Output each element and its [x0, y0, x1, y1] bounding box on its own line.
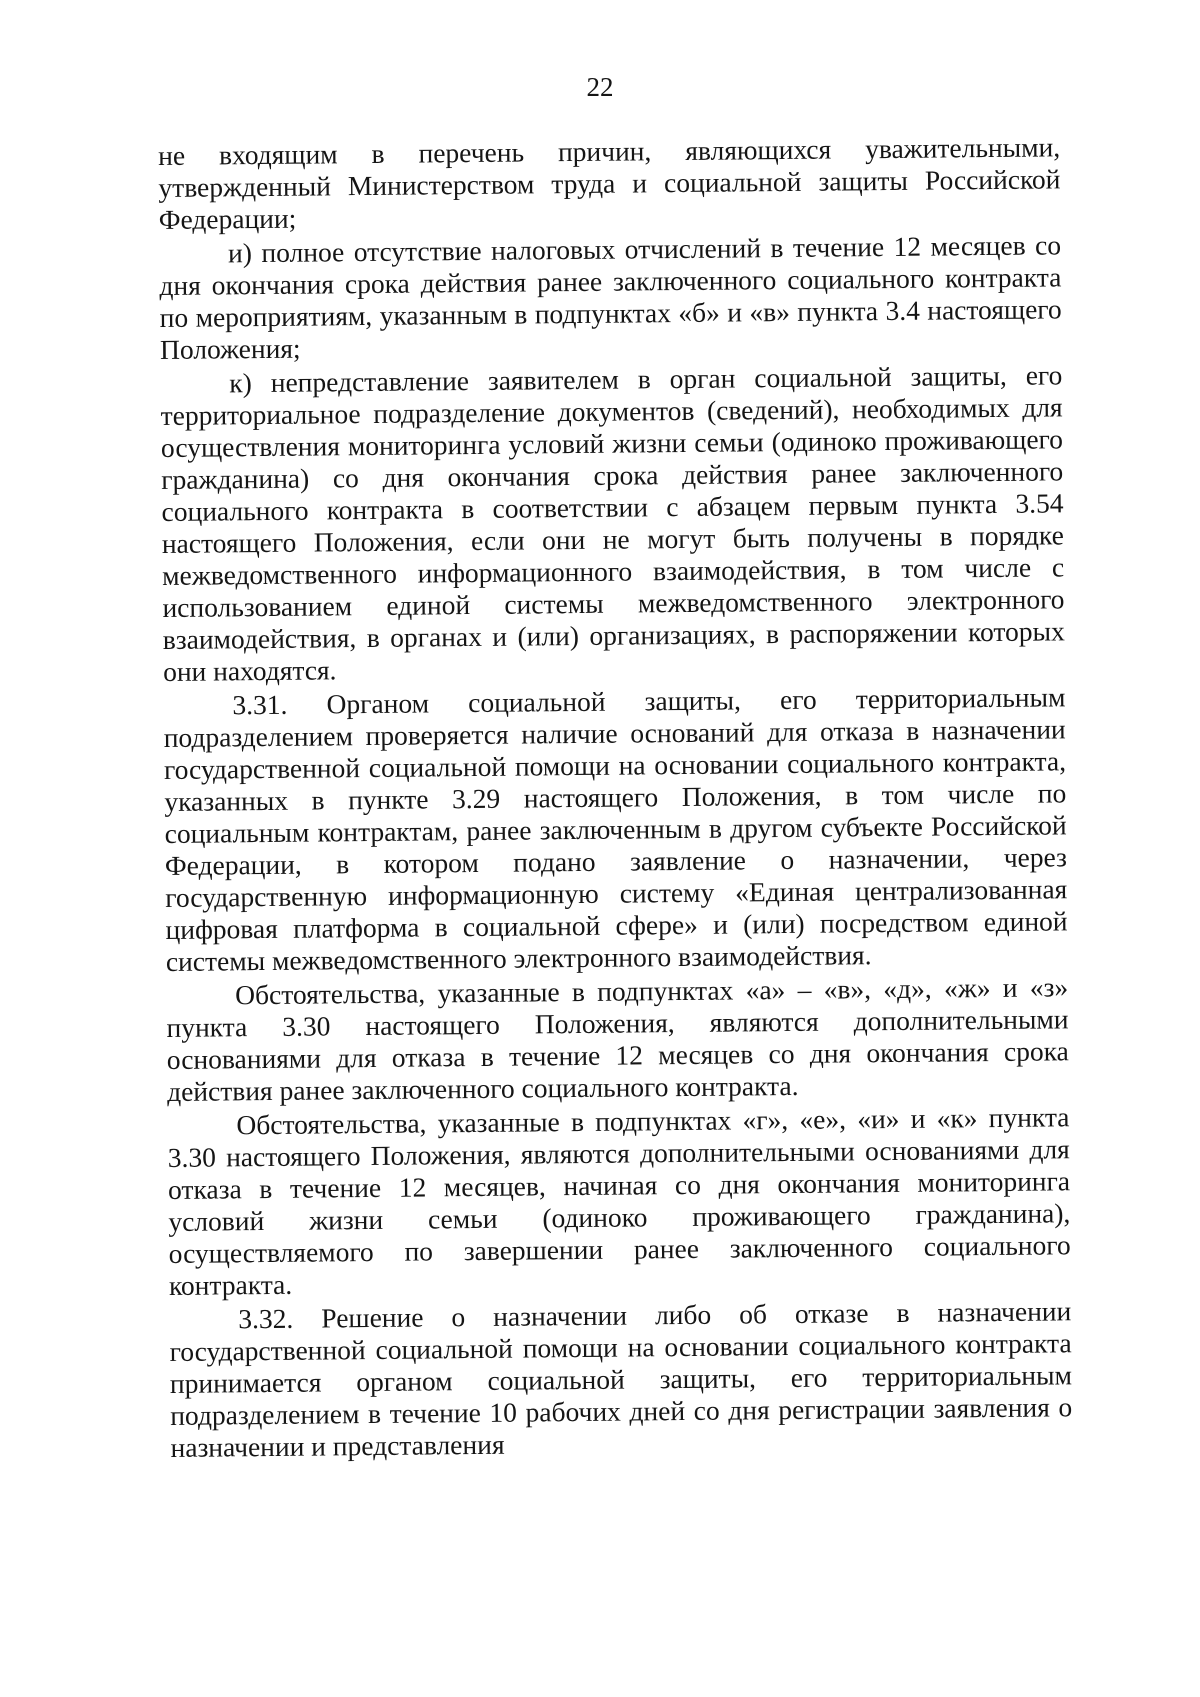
- paragraph-item-k: к) непредставление заявителем в орган социальной защиты, его территориальное подразделение документов (сведений), необходимых для осуществления мониторинга условий жизни семьи (одиноко проживающего гражданина) со дня окончания срока действия ранее заключенного социального контракта в соответствии с абзацем первым пункта 3.54 настоящего Положения, если они не могут быть получены в порядке межведомственного информационного взаимодействия, в том числе с использованием единой системы межведомственного электронного взаимодействия, в органах и (или) организациях, в распоряжении которых они находятся.: [160, 359, 1065, 687]
- paragraph-3-31: 3.31. Органом социальной защиты, его территориальным подразделением проверяется наличие оснований для отказа в назначении государственной социальной помощи на основании социального контракта, указанных в пункте 3.29 настоящего Положения, в том числе по социальным контрактам, ранее заключенным в другом субъекте Российской Федерации, в котором подано заявление о назначении, через государственную информационную систему «Единая централизованная цифровая платформа в социальной сфере» и (или) посредством единой системы межведомственного электронного взаимодействия.: [163, 681, 1068, 977]
- paragraph-circumstances-2: Обстоятельства, указанные в подпунктах «г», «е», «и» и «к» пункта 3.30 настоящего Положения, являются дополнительными основаниями для отказа в течение 12 месяцев, начиная со дня окончания мониторинга условий жизни семьи (одиноко проживающего гражданина), осуществляемого по завершении ранее заключенного социального контракта.: [167, 1101, 1071, 1301]
- paragraph-3-32: 3.32. Решение о назначении либо об отказе в назначении государственной социальной помощи на основании социального контракта принимается органом социальной защиты, его территориальным подразделением в течение 10 рабочих дней со дня регистрации заявления о назначении и представления: [169, 1295, 1073, 1463]
- paragraph-continuation: не входящим в перечень причин, являющихся уважительными, утвержденный Министерством труда и социальной защиты Российской Федерации;: [158, 131, 1061, 235]
- document-body: [158, 131, 1073, 1466]
- page-number: 22: [586, 72, 614, 102]
- paragraph-item-i: и) полное отсутствие налоговых отчислений в течение 12 месяцев со дня окончания срока действия ранее заключенного социального контракта по мероприятиям, указанным в подпунктах «б» и «в» пункта 3.4 настоящего Положения;: [159, 229, 1062, 365]
- paragraph-circumstances-1: Обстоятельства, указанные в подпунктах «а» – «в», «д», «ж» и «з» пункта 3.30 настоящего Положения, являются дополнительными основаниями для отказа в течение 12 месяцев со дня окончания срока действия ранее заключенного социального контракта.: [166, 971, 1069, 1107]
